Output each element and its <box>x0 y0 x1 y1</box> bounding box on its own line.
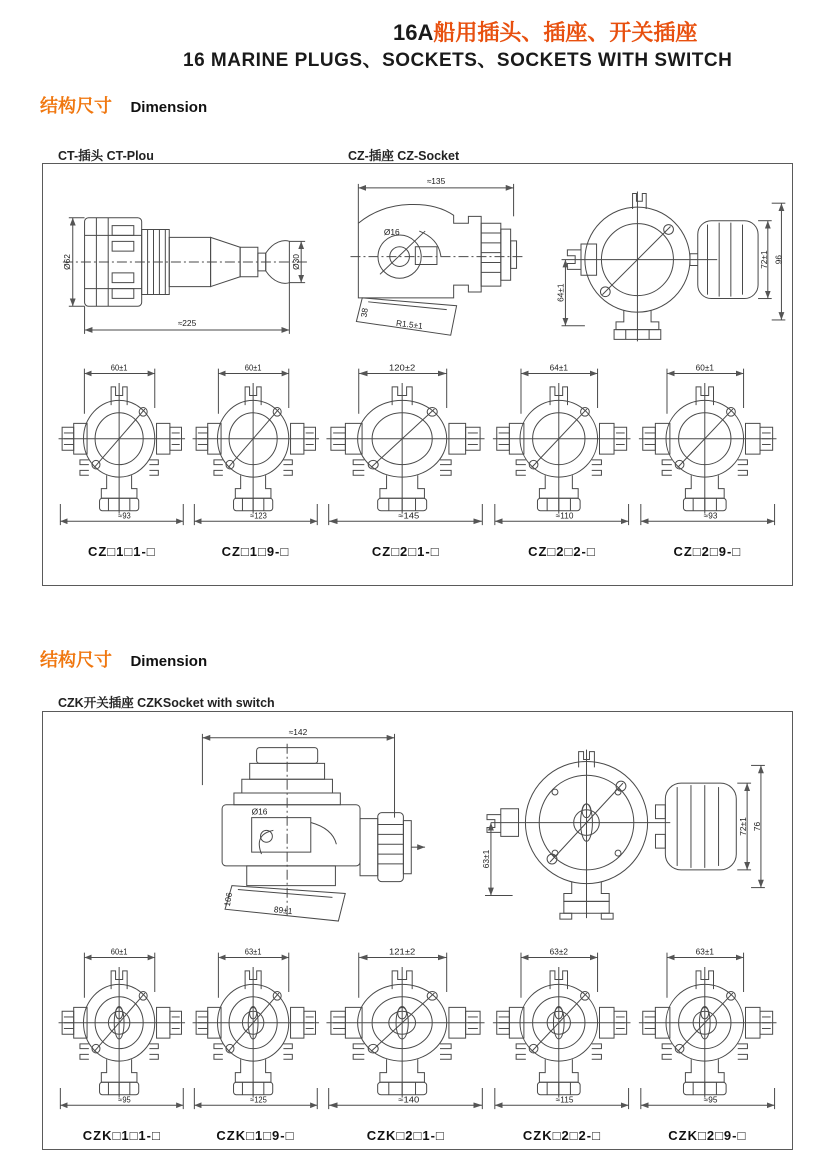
dim-label: 60±1 <box>110 947 128 957</box>
dim-label: 106 <box>221 891 235 908</box>
dim-label: 120±2 <box>389 363 416 373</box>
czk-dimension-panel <box>42 711 793 1150</box>
dim-label: 60±1 <box>695 363 714 373</box>
variant-cell <box>489 944 634 1143</box>
czk-variant-drawing <box>635 944 780 1112</box>
dim-label: 96 <box>774 255 784 265</box>
czk-variant-drawing <box>489 944 634 1112</box>
dim-label: 60±1 <box>244 363 262 373</box>
variant-cell <box>189 360 323 559</box>
dim-label: 63±1 <box>480 849 491 869</box>
dim-label: 63±1 <box>244 947 262 957</box>
dim-label: ≈142 <box>288 726 308 737</box>
variant-cell <box>322 360 489 559</box>
dim-label: ≈140 <box>398 1095 420 1105</box>
variant-cell <box>55 360 189 559</box>
section2-heading <box>40 646 207 672</box>
czk-variant-drawing <box>55 944 189 1112</box>
dim-label: ≈135 <box>426 175 446 186</box>
dim-label: 72±1 <box>759 250 769 269</box>
dim-label: 38 <box>358 307 370 319</box>
dim-label: Ø30 <box>291 254 302 270</box>
cz-variant-drawing <box>635 360 780 528</box>
dim-label: Ø62 <box>61 254 72 270</box>
section2-heading-cn: 结构尺寸 <box>40 650 112 670</box>
section1-heading-cn: 结构尺寸 <box>40 96 112 116</box>
variant-label: CZK□2□9-□ <box>668 1128 747 1143</box>
dim-label: 60±1 <box>110 363 128 373</box>
ct-plug-side-drawing <box>57 178 313 346</box>
dim-label: R1.5±1 <box>395 317 424 331</box>
variant-label: CZK□1□1-□ <box>82 1128 161 1143</box>
variant-label: CZK□2□2-□ <box>522 1128 601 1143</box>
ct-cz-dimension-panel <box>42 163 793 586</box>
czk-socket-label: CZK开关插座 CZKSocket with switch <box>58 696 275 710</box>
variant-cell <box>322 944 489 1143</box>
dim-label: Ø16 <box>383 226 400 237</box>
czk-front-drawing <box>473 726 769 928</box>
dim-label: 76 <box>751 821 762 832</box>
cz-variant-drawing <box>489 360 634 528</box>
section1-heading-en: Dimension <box>130 99 208 116</box>
variant-cell <box>489 360 634 559</box>
page-title <box>393 16 697 47</box>
dim-label: ≈95 <box>118 1095 131 1105</box>
variant-label: CZ□2□9-□ <box>673 544 742 559</box>
variant-label: CZ□1□9-□ <box>221 544 290 559</box>
variant-cell <box>55 944 189 1143</box>
ct-plug-label: CT-插头 CT-Plou <box>58 149 154 163</box>
dim-label: ≈225 <box>177 318 197 328</box>
czk-variant-drawing <box>189 944 323 1112</box>
cz-socket-front-drawing <box>551 174 791 354</box>
variant-label: CZK□1□9-□ <box>216 1128 295 1143</box>
cz-variant-row <box>55 360 780 559</box>
variant-label: CZK□2□1-□ <box>366 1128 445 1143</box>
section2-heading-en: Dimension <box>130 653 208 670</box>
dim-label: ≈95 <box>703 1095 718 1105</box>
title-current-rating: 16A <box>393 20 434 45</box>
title-chinese: 船用插头、插座、开关插座 <box>433 20 698 45</box>
variant-label: CZ□2□1-□ <box>371 544 440 559</box>
cz-variant-drawing <box>55 360 189 528</box>
dim-label: ≈93 <box>703 511 718 521</box>
cz-socket-label: CZ-插座 CZ-Socket <box>348 149 460 163</box>
czk-variant-row <box>55 944 780 1143</box>
variant-label: CZ□2□2-□ <box>528 544 596 559</box>
page-title-english: 16 MARINE PLUGS、SOCKETS、SOCKETS WITH SWITCH <box>183 50 733 71</box>
cz-socket-side-drawing <box>321 172 547 354</box>
dim-label: 64±1 <box>549 363 569 373</box>
dim-label: Ø16 <box>251 806 268 817</box>
cz-variant-drawing <box>322 360 489 528</box>
section1-heading <box>40 92 207 118</box>
variant-label: CZ□1□1-□ <box>87 544 156 559</box>
dim-label: ≈115 <box>556 1095 574 1105</box>
dim-label: ≈93 <box>118 511 131 521</box>
variant-cell <box>189 944 323 1143</box>
dim-label: ≈123 <box>249 511 267 521</box>
dim-label: 63±2 <box>549 947 569 957</box>
dim-label: 63±1 <box>695 947 714 957</box>
dim-label: 64±1 <box>556 283 566 302</box>
dim-label: ≈145 <box>398 511 420 521</box>
czk-variant-drawing <box>322 944 489 1112</box>
variant-cell <box>635 360 780 559</box>
dim-label: 72±1 <box>738 817 749 836</box>
cz-variant-drawing <box>189 360 323 528</box>
dim-label: 89±1 <box>273 904 293 917</box>
czk-side-drawing <box>163 724 429 926</box>
dim-label: ≈110 <box>556 511 574 521</box>
variant-cell <box>635 944 780 1143</box>
dim-label: 121±2 <box>389 947 416 957</box>
dim-label: ≈125 <box>249 1095 267 1105</box>
